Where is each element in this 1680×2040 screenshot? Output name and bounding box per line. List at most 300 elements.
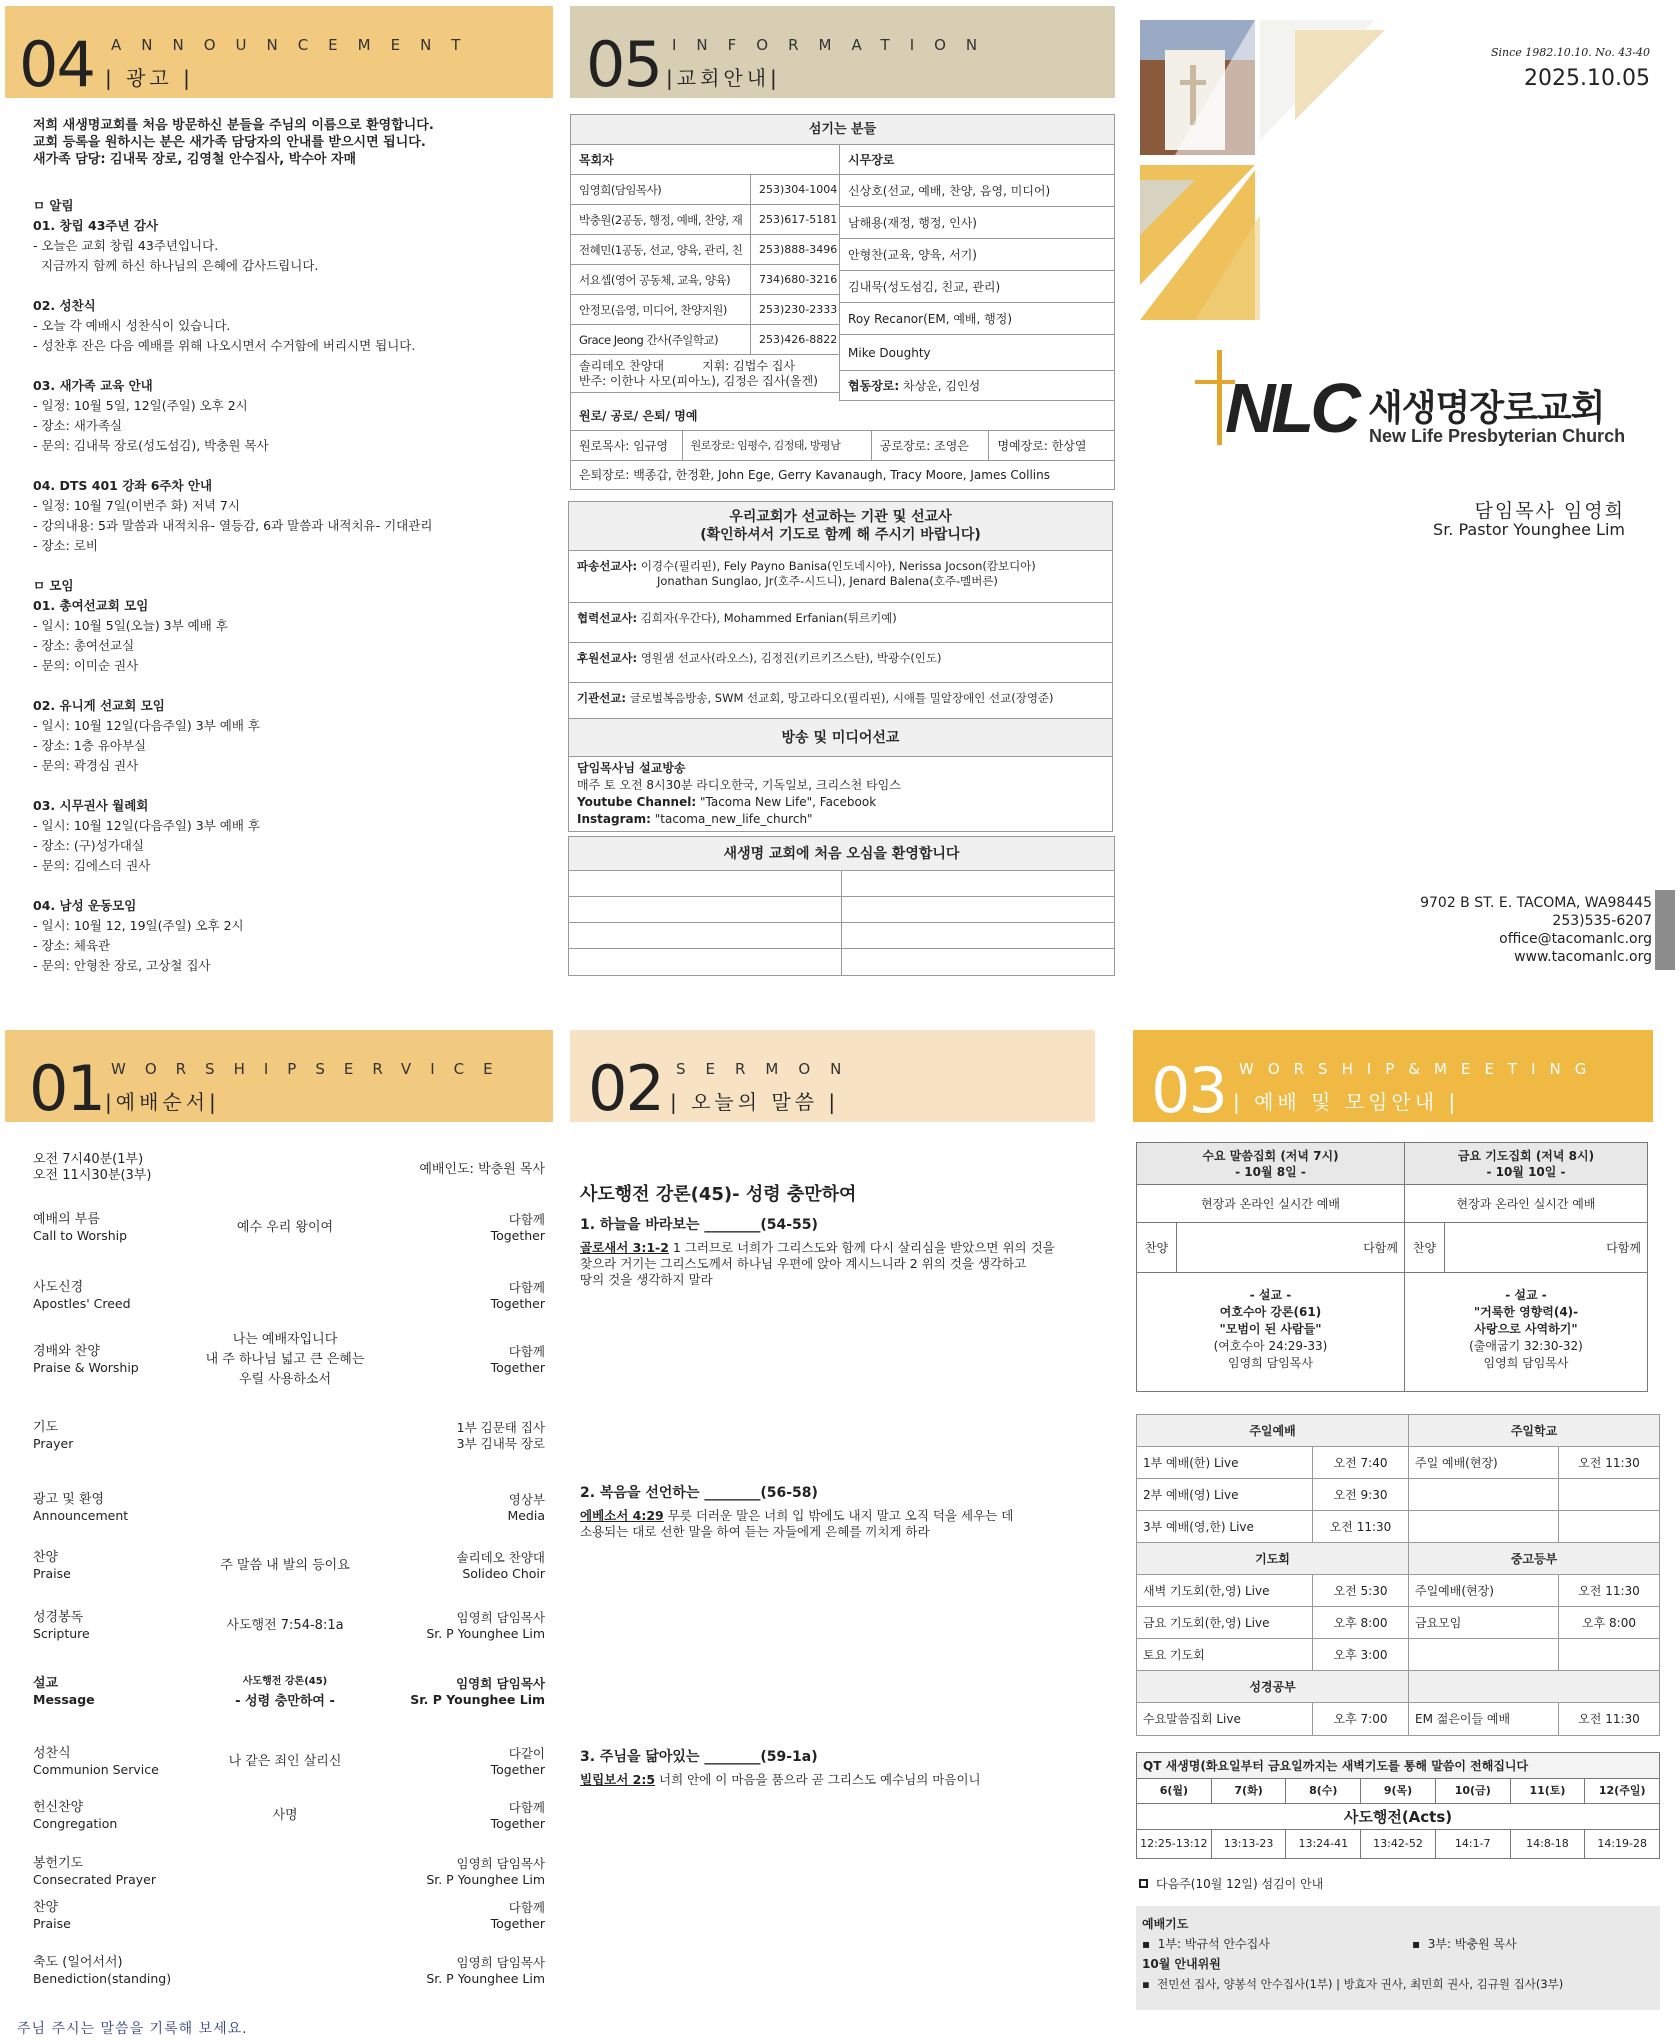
announcement-banner bbox=[5, 6, 553, 101]
order-item-leader: Media bbox=[507, 1508, 545, 1523]
announcement-line: - 오늘은 교회 창립 43주년입니다. bbox=[33, 238, 219, 253]
media-subtitle: 담임목사님 설교방송 bbox=[577, 761, 686, 775]
announcement-line: - 일시: 10월 12, 19일(주일) 오후 2시 bbox=[33, 918, 244, 933]
panel-sermon bbox=[570, 1030, 1095, 2030]
verse-text: 1 그러므로 너희가 그리스도와 함께 다시 살리심을 받았으면 위의 것을 bbox=[668, 1240, 1055, 1255]
servers-box bbox=[1136, 1906, 1660, 2010]
schedule-cell: 오후 3:00 bbox=[1313, 1639, 1409, 1670]
schedule-header-row bbox=[1137, 1671, 1659, 1703]
wed-praise-label: 찬양 bbox=[1137, 1223, 1177, 1272]
schedule-cell bbox=[1559, 1639, 1659, 1670]
announcement-line: - 문의: 곽경심 권사 bbox=[33, 758, 139, 773]
announcement-line: - 문의: 김내묵 장로(성도섬김), 박충원 목사 bbox=[33, 438, 269, 453]
mission-label: 후원선교사: bbox=[577, 651, 638, 665]
schedule-cell: 주일 예배(현장) bbox=[1409, 1447, 1559, 1478]
elder-row: 남해용(재정, 행정, 인사) bbox=[840, 207, 1114, 239]
worship-leader: 예배인도: 박충원 목사 bbox=[419, 1162, 545, 1177]
instagram-line bbox=[577, 811, 1104, 828]
pastor-english: Sr. Pastor Younghee Lim bbox=[1433, 520, 1625, 539]
announcement-line: - 일시: 10월 12일(다음주일) 3부 예배 후 bbox=[33, 818, 260, 833]
qt-reference: 14:1-7 bbox=[1436, 1830, 1511, 1858]
order-item-english: Benediction(standing) bbox=[33, 1971, 172, 1986]
order-item-content: 사명 bbox=[272, 1808, 298, 1823]
fri-title: 금요 기도집회 (저녁 8시) bbox=[1457, 1149, 1595, 1163]
fri-sermon-line: 사랑으로 사역하기" bbox=[1474, 1322, 1578, 1336]
order-item-content: 예수 우리 왕이여 bbox=[236, 1220, 334, 1235]
section-number: 01 bbox=[29, 1052, 104, 1125]
meetings-banner bbox=[1133, 1030, 1653, 1127]
panel-information bbox=[570, 6, 1115, 991]
qt-day: 8(수) bbox=[1286, 1779, 1361, 1803]
order-item-leader: 임영희 담임목사 bbox=[456, 1856, 545, 1871]
schedule-cell: 주일예배(현장) bbox=[1409, 1575, 1559, 1606]
wed-sermon bbox=[1137, 1273, 1404, 1372]
mission-value: Jonathan Sunglao, Jr(호주-시드니), Jenard Balena(호주-멜버른) bbox=[657, 574, 998, 588]
pastor-row bbox=[571, 235, 839, 265]
schedule-cell: 오후 7:00 bbox=[1313, 1703, 1409, 1735]
section-number: 03 bbox=[1151, 1054, 1226, 1127]
pastor-phone: 253)617-5181 bbox=[759, 213, 838, 226]
pastor-column bbox=[571, 145, 840, 401]
schedule-cell: 오전 11:30 bbox=[1578, 1584, 1640, 1598]
media-line: 매주 토 오전 8시30분 라디오한국, 기독일보, 크리스천 타임스 bbox=[577, 778, 901, 792]
elder-row: 신상호(선교, 예배, 찬양, 음영, 미디어) bbox=[840, 175, 1114, 207]
mission-label: 협력선교사: bbox=[577, 611, 638, 625]
qt-reference: 12:25-13:12 bbox=[1137, 1830, 1212, 1858]
section-title: |예배순서| bbox=[105, 1090, 220, 1114]
qt-reference: 14:8-18 bbox=[1511, 1830, 1586, 1858]
pastor-korean: 담임목사 임영희 bbox=[1474, 500, 1625, 522]
announcement-line: - 장소: 체육관 bbox=[33, 938, 111, 953]
order-item-name: 기도 bbox=[33, 1420, 59, 1435]
announcement-line bbox=[33, 456, 553, 476]
section-number: 05 bbox=[586, 28, 661, 101]
welcome-title: 새생명 교회에 처음 오심을 환영합니다 bbox=[569, 837, 1114, 871]
youtube-value: "Tacoma New Life", Facebook bbox=[699, 795, 877, 809]
order-item-leader: 다함께 bbox=[508, 1212, 545, 1227]
announcement-line bbox=[33, 356, 553, 376]
schedule-table bbox=[1136, 1414, 1660, 1736]
schedule-cell: 오전 11:30 bbox=[1313, 1511, 1409, 1542]
section-title-text: 예배 및 모임안내 bbox=[1254, 1090, 1439, 1114]
next-week-text: 다음주(10월 12일) 섬김이 안내 bbox=[1156, 1877, 1324, 1891]
prayer-third: ▪ 3부: 박충원 목사 bbox=[1412, 1937, 1517, 1951]
pastor-phone: 253)304-1004 bbox=[759, 183, 838, 196]
honor-cell: 공로장로: 조영은 bbox=[872, 431, 990, 460]
schedule-cell: 토요 기도회 bbox=[1137, 1639, 1313, 1670]
order-item-name: 봉헌기도 bbox=[33, 1856, 84, 1871]
qt-day: 10(금) bbox=[1436, 1779, 1511, 1803]
section-title-text: 광고 bbox=[126, 66, 173, 90]
usher-heading: 10월 안내위원 bbox=[1142, 1957, 1221, 1971]
midweek-table bbox=[1136, 1142, 1648, 1392]
schedule-row bbox=[1137, 1703, 1659, 1735]
order-item-leader: Together bbox=[490, 1296, 545, 1311]
mission-title bbox=[569, 502, 1112, 551]
welcome-grid bbox=[569, 871, 1114, 975]
elder-header: 시무장로 bbox=[840, 145, 1114, 175]
wednesday-column bbox=[1137, 1143, 1405, 1391]
elder-row: Mike Doughty bbox=[840, 335, 1114, 371]
announcement-line: - 장소: 1층 유아부실 bbox=[33, 738, 147, 753]
coop-cell bbox=[840, 371, 1114, 401]
panel-announcement bbox=[5, 6, 553, 1006]
schedule-cell bbox=[1409, 1639, 1559, 1670]
sermon-banner bbox=[570, 1030, 1095, 1125]
order-item-leader: Together bbox=[490, 1360, 545, 1375]
announcement-line: - 문의: 안형찬 장로, 고상철 집사 bbox=[33, 958, 211, 973]
qt-reference: 14:19-28 bbox=[1597, 1837, 1647, 1850]
qt-day: 9(목) bbox=[1361, 1779, 1436, 1803]
announcement-line: - 문의: 이미순 권사 bbox=[33, 658, 139, 673]
order-item-content: 나는 예배자입니다 bbox=[232, 1332, 338, 1347]
order-item-leader: 다같이 bbox=[508, 1746, 545, 1761]
sermon-verse-line: 찾으라 거기는 그리스도께서 하나님 우편에 앉아 계시느니라 2 위의 것을 생각하고 bbox=[580, 1256, 1027, 1271]
qt-day: 11(토) bbox=[1511, 1779, 1586, 1803]
order-item-content: 주 말씀 내 발의 등이요 bbox=[220, 1558, 350, 1573]
footer-note: 주님 주시는 말씀을 기록해 보세요. bbox=[17, 2021, 248, 2037]
prayer-heading: 예배기도 bbox=[1142, 1917, 1189, 1931]
pastor-name: 서요셉(영어 공동체, 교육, 양육) bbox=[571, 265, 751, 294]
mission-label: 파송선교사: bbox=[577, 559, 638, 573]
order-item-english: Consecrated Prayer bbox=[33, 1872, 157, 1887]
order-item-leader: Sr. P Younghee Lim bbox=[426, 1626, 545, 1641]
schedule-row bbox=[1137, 1511, 1659, 1543]
mission-title-line: (확인하셔서 기도로 함께 해 주시기 바랍니다) bbox=[700, 527, 981, 543]
bullet-square-icon bbox=[1139, 1879, 1148, 1888]
sermon-title: 사도행전 강론(45)- 성령 충만하여 bbox=[580, 1184, 857, 1205]
time-line: 오전 11시30분(3부) bbox=[33, 1168, 152, 1183]
sermon-verse-line: 소용되는 대로 선한 말을 하여 듣는 자들에게 은혜를 끼치게 하라 bbox=[580, 1524, 930, 1539]
announcement-line bbox=[33, 556, 553, 576]
schedule-cell bbox=[1559, 1511, 1659, 1542]
order-item-english: Scripture bbox=[33, 1626, 90, 1641]
mission-label: 기관선교: bbox=[577, 691, 627, 705]
order-item-leader: Sr. P Younghee Lim bbox=[410, 1692, 545, 1707]
elder-row: 안형찬(교육, 양육, 서기) bbox=[840, 239, 1114, 271]
announcement-line: 지금까지 함께 하신 하나님의 은혜에 감사드립니다. bbox=[33, 258, 319, 273]
schedule-row bbox=[1137, 1607, 1659, 1639]
sermon-point-heading: 1. 하늘을 바라보는 ________(54-55) bbox=[580, 1217, 818, 1233]
pastor-row bbox=[571, 175, 839, 205]
wed-header bbox=[1137, 1143, 1404, 1185]
fri-mode: 현장과 온라인 실시간 예배 bbox=[1405, 1185, 1647, 1223]
schedule-cell: 오전 7:40 bbox=[1313, 1447, 1409, 1478]
mission-value: 이경수(필리핀), Fely Payno Banisa(인도네시아), Nerissa Jocson(캄보디아) bbox=[640, 559, 1036, 573]
fri-praise-label: 찬양 bbox=[1405, 1223, 1445, 1272]
order-item-english: Apostles' Creed bbox=[33, 1296, 131, 1311]
schedule-cell: 금요모임 bbox=[1409, 1607, 1559, 1638]
choir-line: 반주: 이한나 사모(피아노), 김정은 집사(올겐) bbox=[579, 374, 818, 388]
schedule-group-title: 성경공부 bbox=[1137, 1671, 1409, 1702]
issue-date: 2025.10.05 bbox=[1524, 66, 1650, 91]
announcement-line: 01. 총여선교회 모임 bbox=[33, 598, 149, 613]
mission-row bbox=[569, 683, 1112, 723]
qt-table bbox=[1136, 1752, 1660, 1859]
section-title: | 광고 | bbox=[105, 66, 194, 90]
mission-row bbox=[569, 643, 1112, 683]
website-line: www.tacomanlc.org bbox=[1514, 949, 1652, 965]
order-item-name: 사도신경 bbox=[33, 1280, 84, 1295]
order-item-english: Message bbox=[33, 1692, 95, 1707]
order-item-english: Prayer bbox=[33, 1436, 74, 1451]
order-item-leader: 다함께 bbox=[508, 1280, 545, 1295]
order-item-leader: 다함께 bbox=[508, 1900, 545, 1915]
announcement-line: - 장소: 새가족실 bbox=[33, 418, 123, 433]
order-item-leader: Sr. P Younghee Lim bbox=[426, 1971, 545, 1986]
announcement-line: 02. 유니게 선교회 모임 bbox=[33, 698, 165, 713]
cross-icon bbox=[1217, 350, 1222, 445]
order-item-leader: 다함께 bbox=[508, 1800, 545, 1815]
intro-line: 저희 새생명교회를 처음 방문하신 분들을 주님의 이름으로 환영합니다. bbox=[33, 118, 434, 133]
qt-title: QT 새생명(화요일부터 금요일까지는 새벽기도를 통해 말씀이 전해집니다 bbox=[1137, 1753, 1659, 1779]
fri-header bbox=[1405, 1143, 1647, 1185]
section-title: | 오늘의 말씀 | bbox=[670, 1090, 840, 1114]
announcement-line: 01. 창립 43주년 감사 bbox=[33, 218, 159, 233]
schedule-cell: 수요말씀집회 Live bbox=[1137, 1703, 1313, 1735]
logo-korean: 새생명장로교회 bbox=[1368, 388, 1605, 429]
order-item-content: - 성령 충만하여 - bbox=[235, 1694, 335, 1709]
intro-line: 새가족 담당: 김내묵 장로, 김영철 안수집사, 박수아 자매 bbox=[33, 152, 357, 167]
sermon-point-heading: 2. 복음을 선언하는 ________(56-58) bbox=[580, 1485, 818, 1501]
logo-english: New Life Presbyterian Church bbox=[1369, 426, 1626, 446]
schedule-cell: 오후 8:00 bbox=[1313, 1607, 1409, 1638]
youtube-label: Youtube Channel: bbox=[577, 795, 697, 809]
pastor-name: Grace Jeong 간사(주일학교) bbox=[571, 325, 751, 354]
media-title: 방송 및 미디어선교 bbox=[569, 719, 1112, 757]
address-block bbox=[1420, 894, 1652, 966]
choir-line: 솔리데오 찬양대 지휘: 김법수 집사 bbox=[579, 359, 795, 373]
cover-panel bbox=[1135, 0, 1680, 1000]
elder-row: 김내묵(성도섬김, 친교, 관리) bbox=[840, 271, 1114, 303]
announcement-line: 02. 성찬식 bbox=[33, 298, 96, 313]
fri-sermon-line: 임영희 담임목사 bbox=[1483, 1356, 1569, 1370]
section-title-text: 예배순서 bbox=[115, 1090, 210, 1114]
wed-mode: 현장과 온라인 실시간 예배 bbox=[1137, 1185, 1404, 1223]
order-item-leader: 임영희 담임목사 bbox=[456, 1610, 545, 1625]
order-item-english: Congregation bbox=[33, 1816, 118, 1831]
prayer-first: ▪ 1부: 박규석 안수집사 bbox=[1142, 1937, 1270, 1951]
section-subtitle: SERMON bbox=[676, 1060, 862, 1078]
fri-date: - 10월 10일 - bbox=[1486, 1165, 1566, 1179]
schedule-cell: 금요 기도회(한,영) Live bbox=[1137, 1607, 1313, 1638]
schedule-row bbox=[1137, 1447, 1659, 1479]
honor-cell: 명예장로: 한상열 bbox=[997, 439, 1087, 453]
coop-label: 협동장로: bbox=[848, 379, 900, 393]
usher-text: 전민선 집사, 양봉석 안수집사(1부) | 방효자 권사, 최민희 권사, 김규원 집사(3부) bbox=[1157, 1977, 1564, 1991]
order-item-english: Praise bbox=[33, 1566, 71, 1581]
usher-line: ▪ 전민선 집사, 양봉석 안수집사(1부) | 방효자 권사, 최민희 권사, 김규원 집사(3부) bbox=[1142, 1977, 1564, 1991]
schedule-row bbox=[1137, 1575, 1659, 1607]
schedule-group-title: 주일학교 bbox=[1510, 1424, 1558, 1438]
pastor-row bbox=[571, 325, 839, 355]
wed-sermon-line: "모범이 된 사람들" bbox=[1219, 1322, 1322, 1336]
order-item-leader: 1부 김문태 집사 bbox=[456, 1420, 545, 1435]
sermon-verse-line: 땅의 것을 생각하지 말라 bbox=[580, 1272, 713, 1287]
retired-row: 은퇴장로: 백종갑, 한정환, John Ege, Gerry Kavanaugh, Tracy Moore, James Collins bbox=[579, 468, 1050, 482]
schedule-group-title bbox=[1409, 1671, 1659, 1702]
logo-mark: NLC bbox=[1225, 369, 1357, 447]
order-item-content: 사도행전 7:54-8:1a bbox=[226, 1618, 344, 1633]
mission-value: 영원샘 선교사(라오스), 김정진(키르키즈스탄), 박광수(인도) bbox=[640, 651, 942, 665]
schedule-cell bbox=[1409, 1511, 1559, 1542]
order-item-content: 우릴 사용하소서 bbox=[238, 1372, 332, 1387]
schedule-cell: 1부 예배(한) Live bbox=[1137, 1447, 1313, 1478]
wed-date: - 10월 8일 - bbox=[1235, 1165, 1306, 1179]
order-item-content: 사도행전 강론(45) bbox=[242, 1676, 328, 1687]
pastor-row bbox=[571, 265, 839, 295]
cover-graphic bbox=[1135, 10, 1465, 340]
order-item-leader: 3부 김내묵 장로 bbox=[456, 1436, 545, 1451]
intro-line: 교회 등록을 원하시는 분은 새가족 담당자의 안내를 받으시면 됩니다. bbox=[33, 135, 426, 150]
announcement-line bbox=[33, 876, 553, 896]
pastor-name: 박충원(2공동, 행정, 예배, 찬양, 재 bbox=[571, 205, 751, 234]
mission-value: 글로벌복음방송, SWM 선교회, 망고라디오(필리핀), 시애틀 밀알장애인 선교(장영준) bbox=[629, 691, 1054, 705]
fri-sermon bbox=[1405, 1273, 1647, 1372]
schedule-cell: 오전 5:30 bbox=[1313, 1575, 1409, 1606]
prayer-third-text: 3부: 박충원 목사 bbox=[1427, 1937, 1517, 1951]
announcement-line: - 강의내용: 5과 말씀과 내적치유- 열등감, 6과 말씀과 내적치유- 기대관리 bbox=[33, 518, 433, 533]
announcement-line: 03. 시무권사 월례회 bbox=[33, 798, 149, 813]
fri-sermon-line: "거룩한 영향력(4)- bbox=[1473, 1305, 1579, 1319]
schedule-cell: 새벽 기도회(한,영) Live bbox=[1137, 1575, 1313, 1606]
qt-reference: 13:24-41 bbox=[1286, 1830, 1361, 1858]
verse-reference: 골로새서 3:1-2 bbox=[580, 1240, 669, 1255]
since-line: Since 1982.10.10. No. 43-40 bbox=[1490, 46, 1650, 59]
pastor-phone: 734)680-3216 bbox=[759, 273, 838, 286]
schedule-cell: 오후 8:00 bbox=[1582, 1616, 1636, 1630]
order-item-english: Praise bbox=[33, 1916, 71, 1931]
qt-day: 7(화) bbox=[1212, 1779, 1287, 1803]
section-subtitle: WORSHIPSERVICE bbox=[111, 1060, 512, 1078]
order-item-english: Call to Worship bbox=[33, 1228, 128, 1243]
mission-row bbox=[569, 603, 1112, 643]
time-line: 오전 7시40분(1부) bbox=[33, 1152, 144, 1167]
order-item-name: 예배의 부름 bbox=[33, 1212, 100, 1227]
pastor-name: 안정모(음영, 미디어, 찬양지원) bbox=[571, 295, 751, 324]
wed-title: 수요 말씀집회 (저녁 7시) bbox=[1202, 1149, 1339, 1163]
verse-text: 무릇 더러운 말은 너희 입 밖에도 내지 말고 오직 덕을 세우는 데 bbox=[663, 1508, 1014, 1523]
schedule-cell: 오전 11:30 bbox=[1578, 1712, 1640, 1726]
schedule-cell: 3부 예배(영,한) Live bbox=[1137, 1511, 1313, 1542]
schedule-cell: EM 젊은이들 예배 bbox=[1409, 1703, 1559, 1735]
honor-cell: 원로장로: 임평수, 김정태, 방평남 bbox=[683, 431, 872, 460]
order-item-leader: Together bbox=[490, 1816, 545, 1831]
schedule-header-row bbox=[1137, 1543, 1659, 1575]
order-item-name: 설교 bbox=[33, 1676, 59, 1691]
qt-reference: 13:42-52 bbox=[1361, 1830, 1436, 1858]
announcement-line: 04. DTS 401 강좌 6주차 안내 bbox=[33, 478, 213, 493]
section-title-text: 오늘의 말씀 bbox=[691, 1090, 819, 1114]
order-item-name: 성경봉독 bbox=[33, 1610, 84, 1625]
order-item-content: 내 주 하나님 넓고 큰 은혜는 bbox=[205, 1352, 365, 1367]
panel-meetings bbox=[1133, 1030, 1678, 2040]
order-item-leader: 솔리데오 찬양대 bbox=[456, 1550, 545, 1565]
serve-table bbox=[570, 114, 1115, 490]
service-times bbox=[33, 1152, 151, 1184]
pastor-phone: 253)888-3496 bbox=[759, 243, 838, 256]
elder-column bbox=[840, 145, 1114, 401]
section-subtitle: WORSHIP&MEETING bbox=[1239, 1060, 1601, 1078]
schedule-row bbox=[1137, 1639, 1659, 1671]
pastor-name: 전혜민(1공동, 선교, 양육, 관리, 친 bbox=[571, 235, 751, 264]
announcement-line: - 오늘 각 예배시 성찬식이 있습니다. bbox=[33, 318, 231, 333]
sermon-point-heading: 3. 주님을 닮아있는 ________(59-1a) bbox=[580, 1749, 818, 1765]
section-subtitle: INFORMATION bbox=[672, 36, 998, 54]
order-item-name: 찬양 bbox=[33, 1900, 59, 1915]
fri-praise-value: 다함께 bbox=[1606, 1241, 1641, 1255]
media-box bbox=[568, 718, 1113, 832]
verse-reference: 빌립보서 2:5 bbox=[580, 1772, 656, 1787]
prayer-first-text: 1부: 박규석 안수집사 bbox=[1157, 1937, 1270, 1951]
next-week-note bbox=[1139, 1875, 1323, 1892]
honor-cell: 원로목사: 임규영 bbox=[571, 431, 683, 460]
order-item-leader: 다함께 bbox=[508, 1344, 545, 1359]
announcement-line: 03. 새가족 교육 안내 bbox=[33, 378, 153, 393]
phone-line: 253)535-6207 bbox=[1552, 913, 1652, 929]
announcement-line: - 장소: 총여선교실 bbox=[33, 638, 135, 653]
schedule-group-title: 주일예배 bbox=[1137, 1415, 1409, 1446]
announcement-line: - 장소: 로비 bbox=[33, 538, 98, 553]
announcement-list bbox=[33, 196, 553, 976]
youtube-line bbox=[577, 794, 1104, 811]
wed-sermon-line: 여호수아 강론(61) bbox=[1219, 1305, 1322, 1319]
mission-value: 김희자(우간다), Mohammed Erfanian(튀르키예) bbox=[640, 611, 897, 625]
information-banner bbox=[570, 6, 1115, 101]
schedule-header-row bbox=[1137, 1415, 1659, 1447]
order-item-leader: 임영희 담임목사 bbox=[456, 1955, 545, 1970]
verse-text: 너희 안에 이 마음을 품으라 곧 그리스도 예수님의 마음이니 bbox=[655, 1772, 981, 1787]
instagram-label: Instagram: bbox=[577, 812, 651, 826]
schedule-cell: 2부 예배(영) Live bbox=[1137, 1479, 1313, 1510]
qt-reference: 13:13-23 bbox=[1212, 1830, 1287, 1858]
schedule-group-title: 기도회 bbox=[1137, 1543, 1409, 1574]
order-item-content: 나 같은 죄인 살리신 bbox=[228, 1754, 342, 1769]
serve-title: 섬기는 분들 bbox=[571, 115, 1114, 145]
pastor-row bbox=[571, 295, 839, 325]
fri-sermon-line: (출애굽기 32:30-32) bbox=[1469, 1339, 1583, 1353]
choir-cell bbox=[571, 355, 839, 393]
order-item-leader: Together bbox=[490, 1762, 545, 1777]
order-item-name: 광고 및 환영 bbox=[33, 1492, 105, 1507]
section-title: | 예배 및 모임안내 | bbox=[1233, 1090, 1460, 1114]
section-number: 04 bbox=[19, 28, 94, 101]
pastor-header: 목회자 bbox=[571, 145, 839, 175]
section-title: |교회안내| bbox=[666, 66, 781, 90]
announcement-line: - 성찬후 잔은 다음 예배를 위해 나오시면서 수거함에 버리시면 됩니다. bbox=[33, 338, 416, 353]
section-title-text: 교회안내 bbox=[676, 66, 771, 90]
verse-reference: 에베소서 4:29 bbox=[580, 1508, 664, 1523]
announcement-line: - 일정: 10월 7일(이번주 화) 저녁 7시 bbox=[33, 498, 240, 513]
wed-sermon-line: (여호수아 24:29-33) bbox=[1213, 1339, 1328, 1353]
instagram-value: "tacoma_new_life_church" bbox=[654, 812, 813, 826]
mission-row bbox=[569, 551, 1112, 603]
honor-header: 원로/ 공로/ 은퇴/ 명예 bbox=[571, 401, 1114, 431]
panel-worship-service bbox=[5, 1030, 553, 2040]
announcement-line: - 일시: 10월 5일(오늘) 3부 예배 후 bbox=[33, 618, 228, 633]
honor-row bbox=[571, 431, 1114, 461]
order-item-english: Praise & Worship bbox=[33, 1360, 139, 1375]
order-item-name: 경배와 찬양 bbox=[33, 1344, 100, 1359]
order-item-name: 축도 (일어서서) bbox=[33, 1955, 123, 1970]
announcement-line: - 일정: 10월 5일, 12일(주일) 오후 2시 bbox=[33, 398, 248, 413]
announcement-line: - 일시: 10월 12일(다음주일) 3부 예배 후 bbox=[33, 718, 260, 733]
side-bar bbox=[1655, 890, 1675, 970]
order-item-leader: Sr. P Younghee Lim bbox=[426, 1872, 545, 1887]
email-line: office@tacomanlc.org bbox=[1499, 931, 1652, 947]
schedule-cell: 오전 9:30 bbox=[1313, 1479, 1409, 1510]
worship-banner bbox=[5, 1030, 553, 1125]
